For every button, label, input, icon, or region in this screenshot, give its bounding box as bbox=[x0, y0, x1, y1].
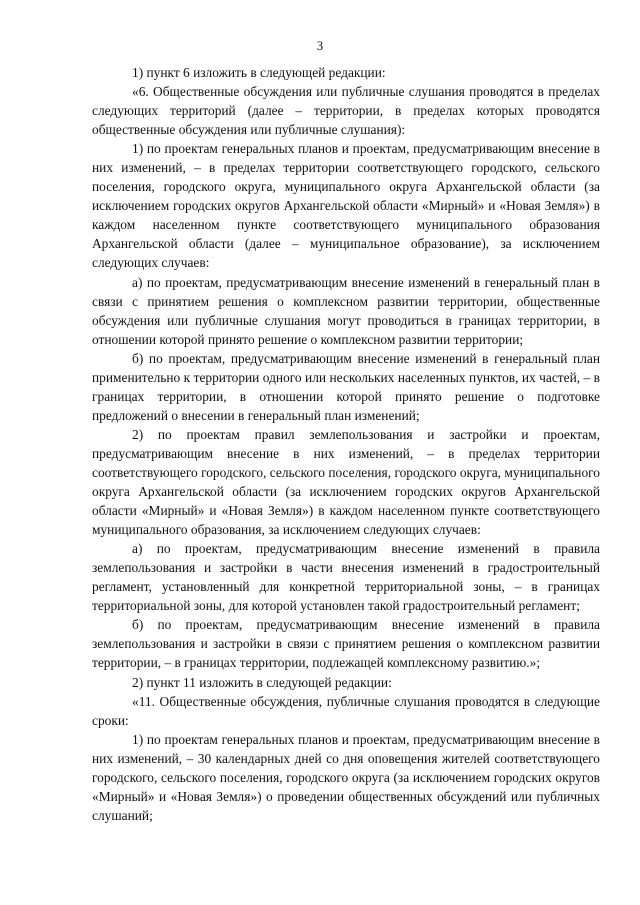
paragraph-amend-item-11-intro: 2) пункт 11 изложить в следующей редакции: bbox=[132, 674, 392, 690]
paragraph-amend-item-6-intro: 1) пункт 6 изложить в следующей редакции: bbox=[132, 65, 386, 80]
paragraph-item-6-sub-2: 2) по проектам правил землепользования и застройки и проектам, предусматривающим внесение в них изменений, – в пределах территории соответствующего городского, сельского поселения, городского округа, муниципального округа Архангельской области (за исключением городских округов Архангельской области «Мирный» и «Новая Земля») в каждом населенном пункте соответствующего муниципального образования, за исключением следующих случаев: bbox=[92, 426, 600, 538]
paragraph-item-6-sub-2-b: б) по проектам, предусматривающим внесение изменений в правила землепользования и застройки в связи с принятием решения о комплексном развитии территории, – в границах территории, подлежащей комплексному развитию.»; bbox=[92, 617, 600, 671]
paragraph-item-11: «11. Общественные обсуждения, публичные слушания проводятся в следующие сроки: bbox=[92, 693, 600, 728]
document-body bbox=[92, 63, 600, 825]
paragraph-item-6: «6. Общественные обсуждения или публичные слушания проводятся в пределах следующих территорий (далее – территории, в пределах которых проводятся общественные обсуждения или публичные слушания): bbox=[92, 84, 600, 138]
paragraph-item-11-sub-1: 1) по проектам генеральных планов и проектам, предусматривающим внесение в них изменений, – 30 календарных дней со дня оповещения жителей соответствующего городского, сельского поселения, городского округа (за исключением городских округов «Мирный» и «Новая Земля») о проведении общественных обсуждений или публичных слушаний; bbox=[92, 731, 600, 823]
page-number: 3 bbox=[316, 39, 324, 53]
paragraph-item-6-sub-1-a: а) по проектам, предусматривающим внесение изменений в генеральный план в связи с принятием решения о комплексном развитии территории, общественные обсуждения или публичные слушания могут проводиться в границах территории, в отношении которой принято решение о комплексном развитии территории; bbox=[92, 274, 600, 347]
paragraph-item-6-sub-2-a: а) по проектам, предусматривающим внесение изменений в правила землепользования и застройки в части внесения изменений в градостроительный регламент, установленный для конкретной территориальной зоны, – в границах территориальной зоны, для которой установлен такой градостроительный регламент; bbox=[92, 541, 600, 614]
paragraph-item-6-sub-1-b: б) по проектам, предусматривающим внесение изменений в генеральный план применительно к территории одного или нескольких населенных пунктов, их частей, – в границах территории, в отношении которой принято решение о подготовке предложений о внесении в генеральный план изменений; bbox=[92, 350, 600, 423]
paragraph-item-6-sub-1: 1) по проектам генеральных планов и проектам, предусматривающим внесение в них изменений, – в пределах территории соответствующего городского, сельского поселения, городского округа, муниципального округа Архангельской области (за исключением городских округов Архангельской области «Мирный» и «Новая Земля») в каждом населенном пункте соответствующего муниципального образования Архангельской области (далее – муниципальное образование), за исключением следующих случаев: bbox=[92, 141, 600, 271]
